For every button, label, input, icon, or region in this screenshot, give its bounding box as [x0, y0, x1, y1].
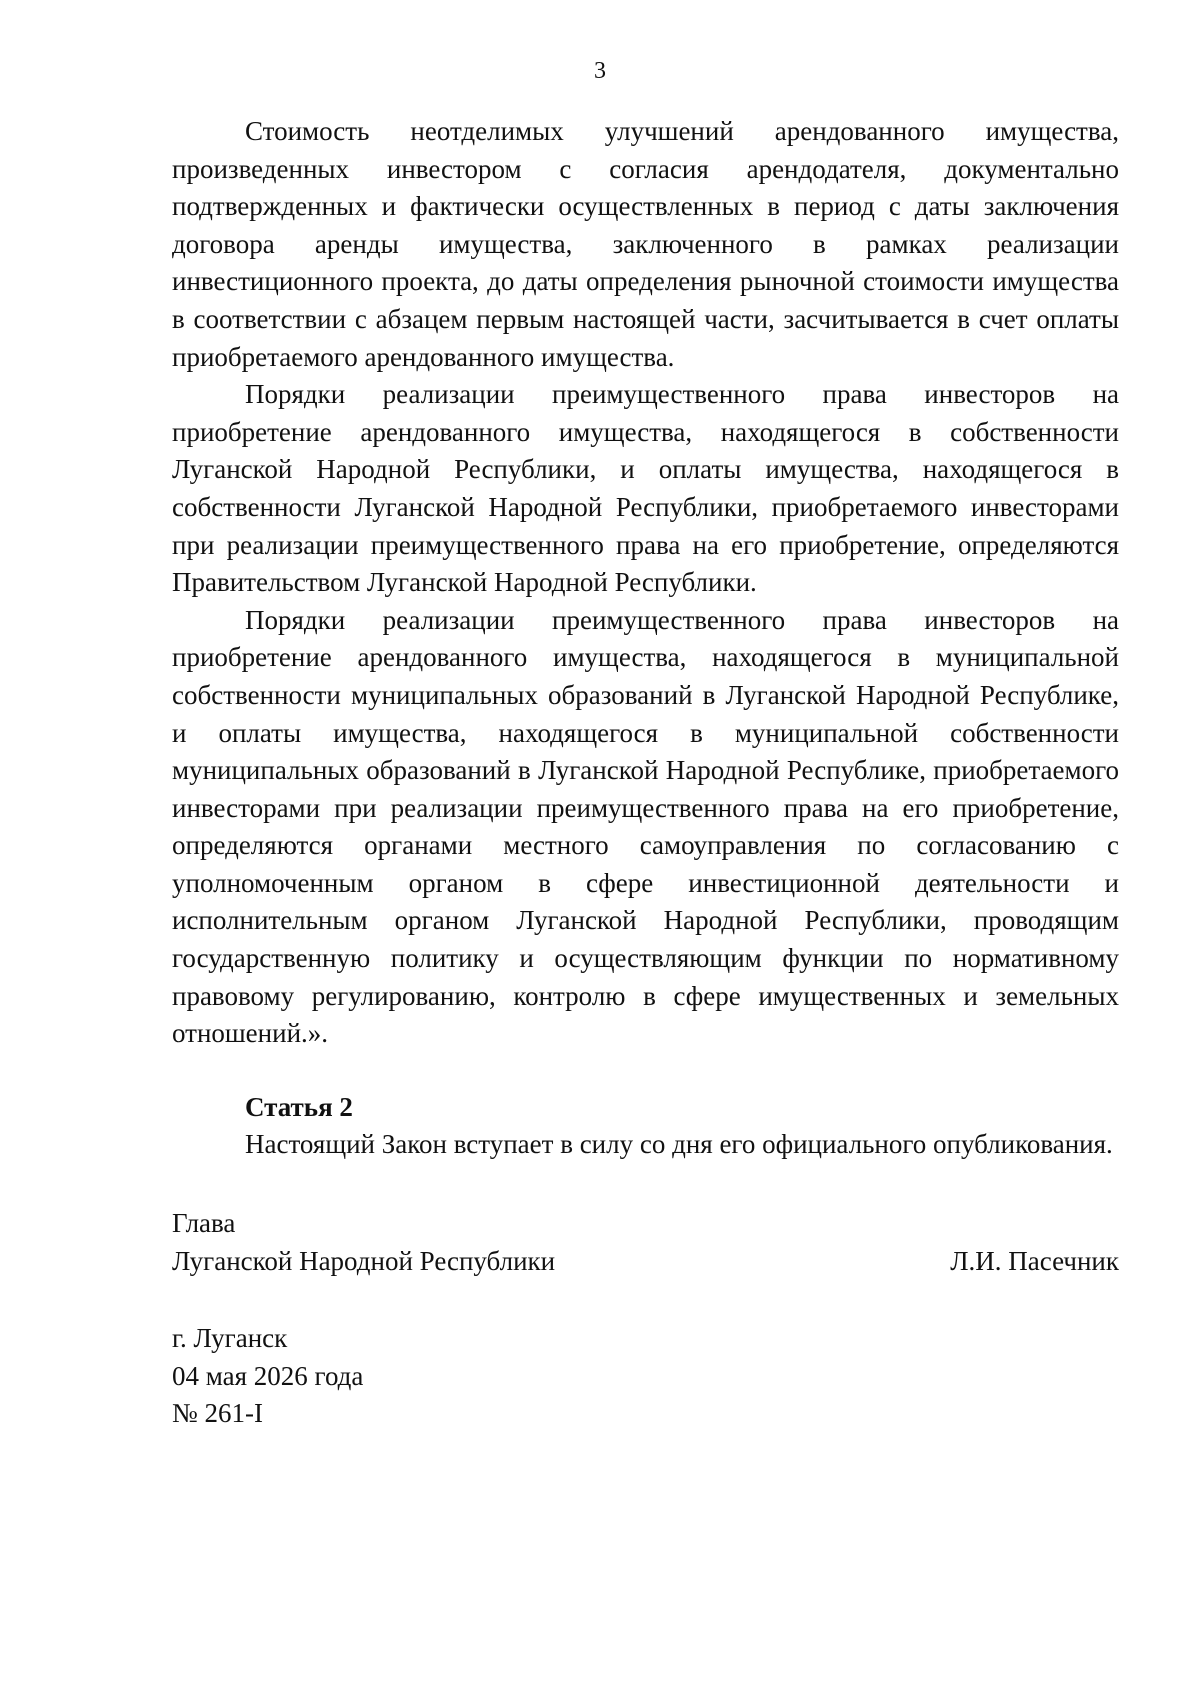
paragraph-republic-property-procedure: Порядки реализации преимущественного права инвесторов на приобретение арендованного имущества, находящегося в собственности Луганской Народной Республики, и оплаты имущества, находящегося в собственности Луганской Народной Республики, приобретаемого инвесторами при реализации преимущественного права на его приобретение, определяются Правительством Луганской Народной Республики.: [172, 379, 1119, 598]
document-body: [172, 113, 1119, 1433]
article-text: Настоящий Закон вступает в силу со дня его официального опубликования.: [245, 1129, 1113, 1160]
signature-row: [172, 1243, 1119, 1281]
paragraph-improvements-cost: Стоимость неотделимых улучшений арендованного имущества, произведенных инвестором с согласия арендодателя, документально подтвержденных и фактически осуществленных в период с даты заключения договора аренды имущества, заключенного в рамках реализации инвестиционного проекта, до даты определения рыночной стоимости имущества в соответствии с абзацем первым настоящей части, засчитывается в счет оплаты приобретаемого арендованного имущества.: [172, 116, 1119, 372]
law-number: № 261-I: [172, 1398, 263, 1429]
signature-block: [172, 1205, 1119, 1280]
date: 04 мая 2026 года: [172, 1360, 364, 1391]
signatory-name: Л.И. Пасечник: [950, 1245, 1119, 1276]
place: г. Луганск: [172, 1323, 288, 1354]
paragraph-municipal-property-procedure: Порядки реализации преимущественного права инвесторов на приобретение арендованного имущества, находящегося в муниципальной собственности муниципальных образований в Луганской Народной Республике, и оплаты имущества, находящегося в муниципальной собственности муниципальных образований в Луганской Народной Республике, приобретаемого инвесторами при реализации преимущественного права на его приобретение, определяются органами местного самоуправления по согласованию с уполномоченным органом в сфере инвестиционной деятельности и исполнительным органом Луганской Народной Республики, проводящим государственную политику и осуществляющим функции по нормативному правовому регулированию, контролю в сфере имущественных и земельных отношений.».: [172, 604, 1119, 1049]
signature-title-line1: Глава: [172, 1208, 236, 1239]
article-heading: Статья 2: [245, 1091, 353, 1122]
place-date-block: [172, 1320, 1119, 1433]
signature-title-line2: Луганской Народной Республики: [172, 1245, 556, 1276]
page-number: 3: [594, 58, 606, 84]
